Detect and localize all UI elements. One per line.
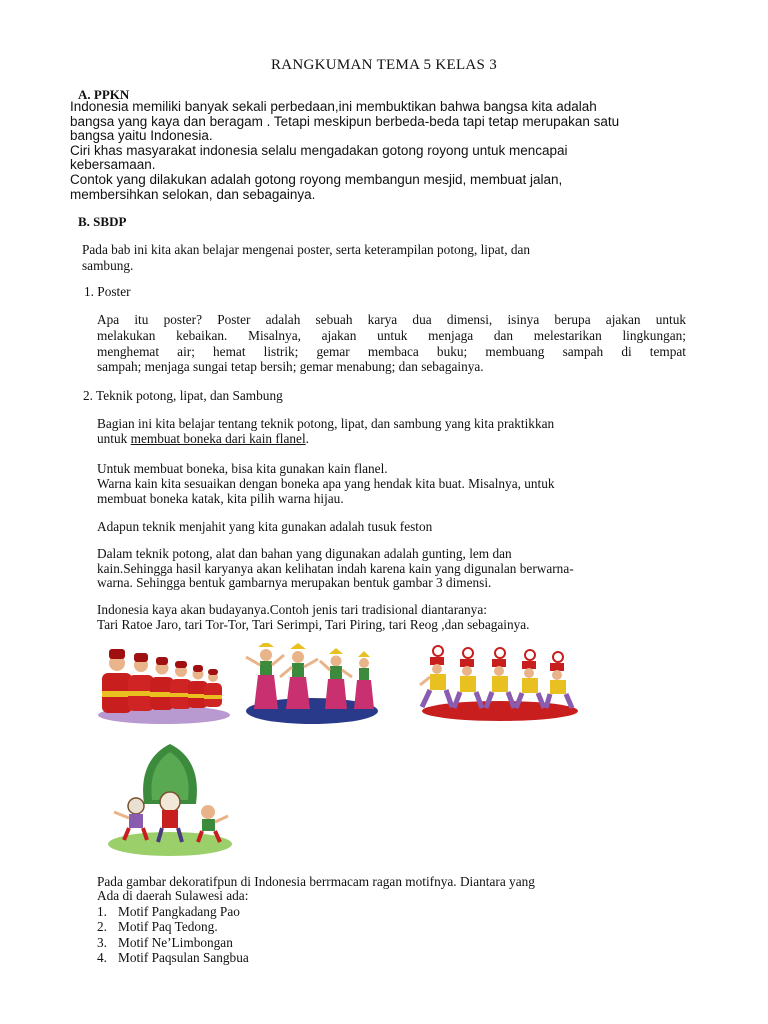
- teknik-heading: 2. Teknik potong, lipat, dan Sambung: [83, 388, 283, 403]
- teknik-line-prefix: untuk: [97, 431, 131, 446]
- tari-line: Indonesia kaya akan budayanya.Contoh jenis tari tradisional diantaranya:: [97, 602, 487, 617]
- ppkn-line: kebersamaan.: [70, 157, 156, 173]
- motif-list-number: 3.: [97, 935, 107, 950]
- motif-intro-line: Pada gambar dekoratifpun di Indonesia berrmacam ragan motifnya. Diantara yang: [97, 874, 535, 889]
- sbdp-intro-line: sambung.: [82, 258, 134, 273]
- teknik-line: membuat boneka katak, kita pilih warna hijau.: [97, 491, 344, 506]
- motif-intro-line: Ada di daerah Sulawesi ada:: [97, 888, 249, 903]
- dancers-seated-red-illustration: [96, 643, 232, 725]
- section-heading-sbdp: B. SBDP: [78, 214, 127, 229]
- poster-line: sampah; menjaga sungai tetap bersih; gemar menabung; dan sebagainya.: [97, 359, 484, 374]
- ppkn-line: bangsa yang kaya dan beragam . Tetapi meskipun berbeda-beda tapi tetap merupakan satu: [70, 113, 620, 129]
- motif-list-number: 1.: [97, 904, 107, 919]
- tari-line: Tari Ratoe Jaro, tari Tor-Tor, Tari Serimpi, Tari Piring, tari Reog ,dan sebagainya.: [97, 617, 530, 632]
- poster-line: melakukan kebaikan. Misalnya, ajakan untuk menjaga dan melestarikan lingkungan;: [97, 328, 686, 343]
- dancers-yellow-illustration: [418, 643, 584, 723]
- ppkn-line: Ciri khas masyarakat indonesia selalu mengadakan gotong royong untuk mencapai: [70, 142, 568, 158]
- teknik-line: Dalam teknik potong, alat dan bahan yang digunakan adalah gunting, lem dan: [97, 546, 512, 561]
- dancers-green-illustration: [244, 643, 380, 725]
- ppkn-line: bangsa yaitu Indonesia.: [70, 128, 213, 144]
- motif-list-number: 4.: [97, 950, 107, 965]
- sbdp-intro-line: Pada bab ini kita akan belajar mengenai poster, serta keterampilan potong, lipat, dan: [82, 242, 531, 257]
- poster-heading: 1. Poster: [84, 284, 131, 299]
- ppkn-line: Indonesia memiliki banyak sekali perbedaan,ini membuktikan bahwa bangsa kita adalah: [70, 99, 597, 114]
- teknik-line: Warna kain kita sesuaikan dengan boneka apa yang hendak kita buat. Misalnya, untuk: [97, 476, 555, 491]
- motif-list-item: Motif Paq Tedong.: [118, 919, 218, 934]
- page-title: RANGKUMAN TEMA 5 KELAS 3: [270, 57, 498, 73]
- teknik-line: Adapun teknik menjahit yang kita gunakan adalah tusuk feston: [97, 519, 433, 534]
- motif-list-number: 2.: [97, 919, 107, 934]
- ppkn-line: Contok yang dilakukan adalah gotong royong membangun mesjid, membuat jalan,: [70, 171, 563, 187]
- section-heading-ppkn: A. PPKN: [78, 87, 130, 102]
- ppkn-line: membersihkan selokan, dan sebagainya.: [70, 186, 316, 202]
- teknik-line: kain.Sehingga hasil karyanya akan kelihatan indah karena kain yang digunalan berwarna-: [97, 561, 574, 576]
- teknik-line: Untuk membuat boneka, bisa kita gunakan kain flanel.: [97, 461, 388, 476]
- teknik-line-suffix: .: [305, 431, 309, 446]
- reog-dance-illustration: [104, 740, 234, 858]
- motif-list-item: Motif Ne’Limbongan: [118, 935, 233, 950]
- teknik-line: Bagian ini kita belajar tentang teknik potong, lipat, dan sambung yang kita praktikkan: [97, 416, 555, 431]
- motif-list-item: Motif Paqsulan Sangbua: [118, 950, 249, 965]
- teknik-line: warna. Sehingga bentuk gambarnya merupakan bentuk gambar 3 dimensi.: [97, 575, 492, 590]
- teknik-line: [97, 431, 309, 447]
- motif-list-item: Motif Pangkadang Pao: [118, 904, 240, 919]
- ppkn-paragraph: [70, 100, 619, 202]
- flanel-link[interactable]: membuat boneka dari kain flanel: [130, 431, 306, 446]
- poster-line: menghemat air; hemat listrik; gemar membaca buku; membuang sampah di tempat: [97, 344, 686, 359]
- poster-line: Apa itu poster? Poster adalah sebuah karya dua dimensi, isinya berupa ajakan untuk: [97, 312, 686, 327]
